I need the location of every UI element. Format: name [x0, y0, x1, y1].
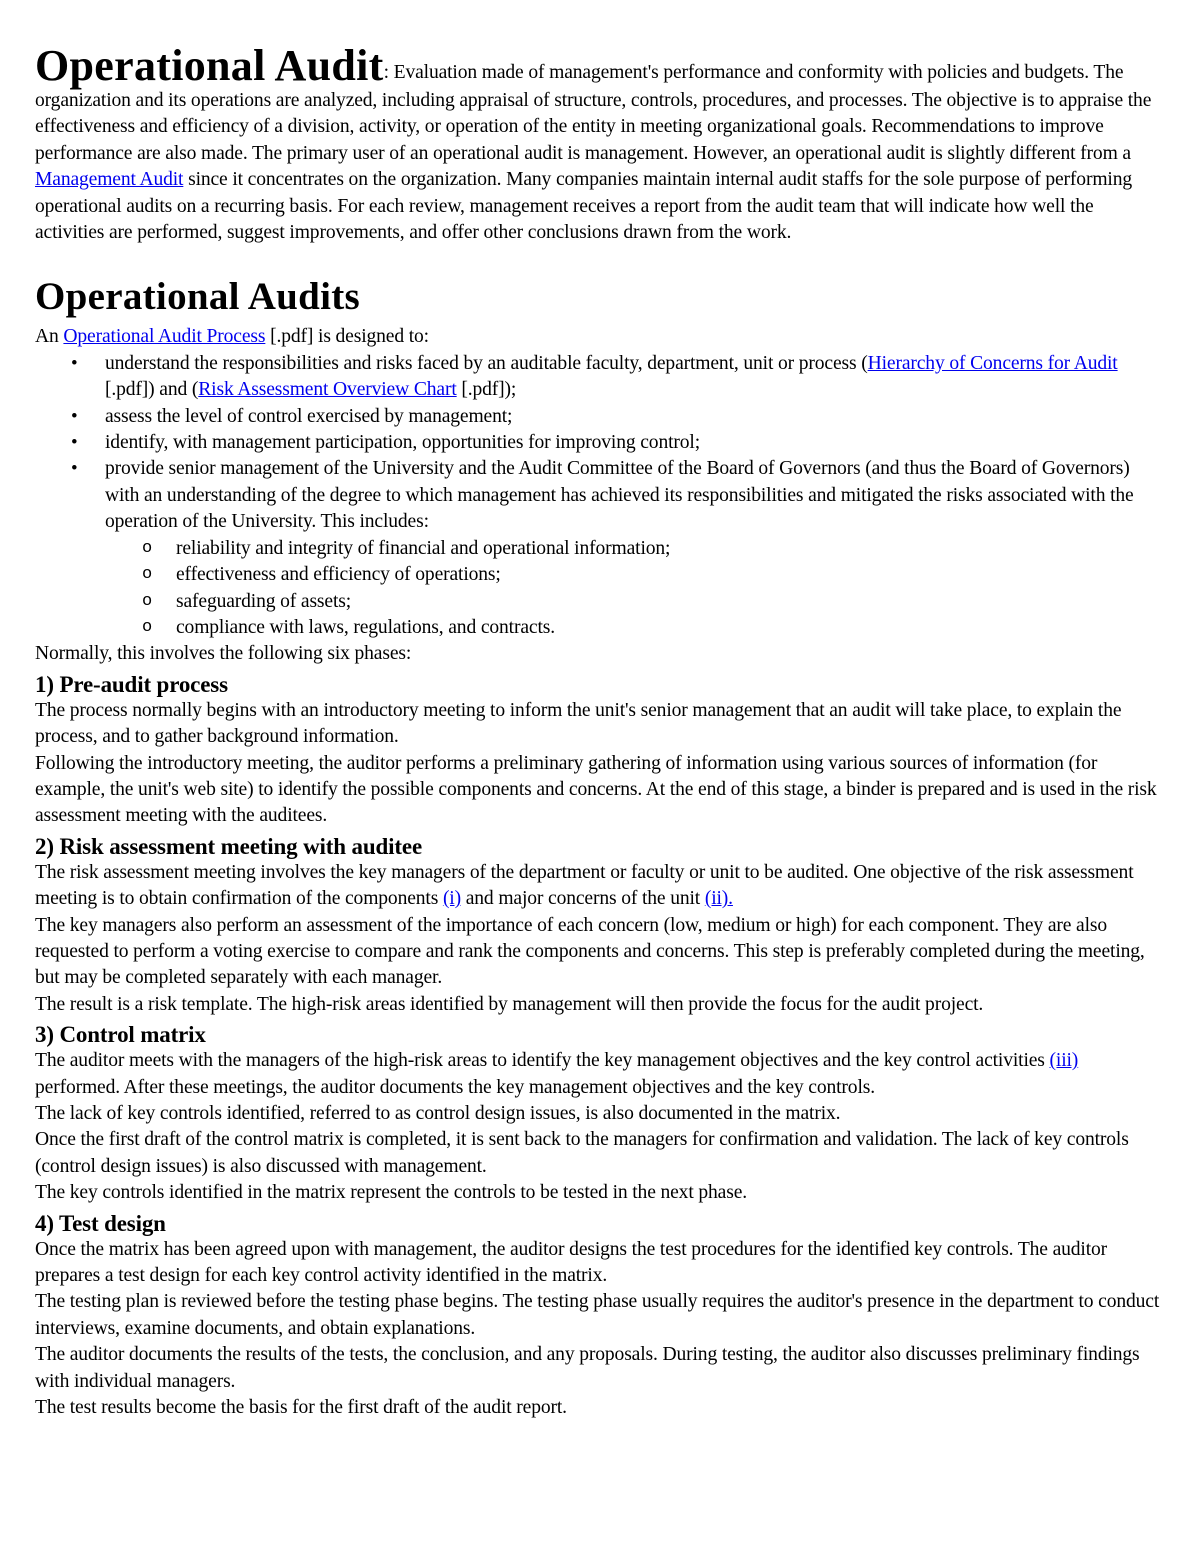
phase-3-text: The auditor meets with the managers of the high-risk areas to identify the key management objectives and the key control activities — [35, 1050, 1050, 1072]
phase-3-para: The key controls identified in the matrix represent the controls to be tested in the next phase. — [35, 1182, 747, 1204]
sublist-item: o effectiveness and efficiency of operations; — [176, 562, 1165, 588]
lead-suffix: [.pdf] is designed to: — [265, 326, 429, 348]
phase-3-para: Once the first draft of the control matrix is completed, it is sent back to the managers for confirmation and validation. The lack of key controls (control design issues) is also discussed with management. — [35, 1129, 1129, 1177]
intro-paragraph — [35, 41, 1165, 246]
phase-2-heading: 2) Risk assessment meeting with auditee — [35, 833, 423, 859]
objective-item: • assess the level of control exercised by management; — [105, 404, 1165, 430]
document-page — [35, 41, 1165, 1421]
objective-text: [.pdf]); — [456, 379, 517, 401]
lead-paragraph — [35, 324, 1165, 350]
objective-item: • identify, with management participation, opportunities for improving control; — [105, 430, 1165, 456]
sublist-item: o safeguarding of assets; — [176, 589, 1165, 615]
footnote-ii-link[interactable]: (ii). — [704, 888, 733, 910]
phases-intro: Normally, this involves the following six phases: — [35, 643, 412, 665]
phase-4-para: The testing plan is reviewed before the testing phase begins. The testing phase usually requires the auditor's presence in the department to conduct interviews, examine documents, and obtain explanations. — [35, 1291, 1160, 1339]
objectives-list — [35, 351, 1165, 641]
intro-title: Operational Audit — [35, 41, 384, 90]
phase-2-text: The risk assessment meeting involves the key managers of the department or faculty or unit to be audited. One objective of the risk assessment meeting is to obtain confirmation of the components — [35, 861, 1134, 910]
objective-text: understand the responsibilities and risks faced by an auditable faculty, department, unit or process ( — [105, 352, 868, 374]
phase-2-text: and major concerns of the unit — [460, 888, 705, 910]
phase-2-para: The result is a risk template. The high-risk areas identified by management will then provide the focus for the audit project. — [35, 993, 984, 1015]
phase-3-para — [35, 1048, 1165, 1101]
phase-1-heading: 1) Pre-audit process — [35, 671, 228, 697]
intro-text-a: : Evaluation made of management's performance and conformity with policies and budgets. The organization and its operations are analyzed, including appraisal of structure, controls, procedures, and processes. The objective is to appraise the effectiveness and efficiency of a division, activity, or operation of the entity in meeting organizational goals. Recommendations to improve performance are also made. The primary user of an operational audit is management. However, an operational audit is slightly different from a — [35, 62, 1152, 164]
section-title: Operational Audits — [35, 275, 361, 319]
operational-audit-process-link[interactable]: Operational Audit Process — [63, 326, 266, 348]
objective-text: [.pdf]) and ( — [105, 379, 199, 401]
phase-3-para: The lack of key controls identified, referred to as control design issues, is also documented in the matrix. — [35, 1103, 841, 1124]
phase-2-para — [35, 860, 1165, 913]
management-audit-link[interactable]: Management Audit — [35, 169, 184, 191]
hierarchy-of-concerns-link[interactable]: Hierarchy of Concerns for Audit — [867, 352, 1118, 374]
phase-4-para: The auditor documents the results of the tests, the conclusion, and any proposals. During testing, the auditor also discusses preliminary findings with individual managers. — [35, 1344, 1140, 1392]
phase-4-para: The test results become the basis for the first draft of the audit report. — [35, 1397, 567, 1419]
objective-item — [105, 351, 1165, 404]
risk-assessment-chart-link[interactable]: Risk Assessment Overview Chart — [198, 379, 457, 401]
intro-text-b: since it concentrates on the organization. Many companies maintain internal audit staffs for the sole purpose of performing operational audits on a recurring basis. For each review, management receives a report from the audit team that will indicate how well the activities are performed, suggest improvements, and offer other conclusions drawn from the work. — [35, 169, 1132, 244]
objective-item — [105, 456, 1165, 641]
sublist-item: o reliability and integrity of financial and operational information; — [176, 536, 1165, 562]
phase-3-heading: 3) Control matrix — [35, 1022, 206, 1048]
phase-4-para: Once the matrix has been agreed upon with management, the auditor designs the test procedures for the identified key controls. The auditor prepares a test design for each key control activity identified in the matrix. — [35, 1238, 1108, 1287]
phase-2-para: The key managers also perform an assessment of the importance of each concern (low, medium or high) for each component. They are also requested to perform a voting exercise to compare and rank the components and concerns. This step is preferably completed during the meeting, but may be completed separately with each manager. — [35, 914, 1145, 989]
footnote-i-link[interactable]: (i) — [442, 888, 461, 910]
lead-prefix: An — [35, 326, 64, 348]
includes-sublist — [105, 536, 1165, 642]
phase-1-para: Following the introductory meeting, the auditor performs a preliminary gathering of information using various sources of information (for example, the unit's web site) to identify the possible components and concerns. At the end of this stage, a binder is prepared and is used in the risk assessment meeting with the auditees. — [35, 752, 1157, 827]
phase-1-para: The process normally begins with an introductory meeting to inform the unit's senior management that an audit will take place, to explain the process, and to gather background information. — [35, 699, 1122, 748]
sublist-item: o compliance with laws, regulations, and contracts. — [176, 615, 1165, 641]
phase-3-text: performed. After these meetings, the auditor documents the key management objectives and the key controls. — [35, 1076, 875, 1098]
phase-4-heading: 4) Test design — [35, 1210, 166, 1236]
objective-text: provide senior management of the University and the Audit Committee of the Board of Governors (and thus the Board of Governors) with an understanding of the degree to which management has achieved its responsibilities and mitigated the risks associated with the operation of the University. This includes: — [105, 458, 1134, 533]
footnote-iii-link[interactable]: (iii) — [1049, 1050, 1079, 1072]
